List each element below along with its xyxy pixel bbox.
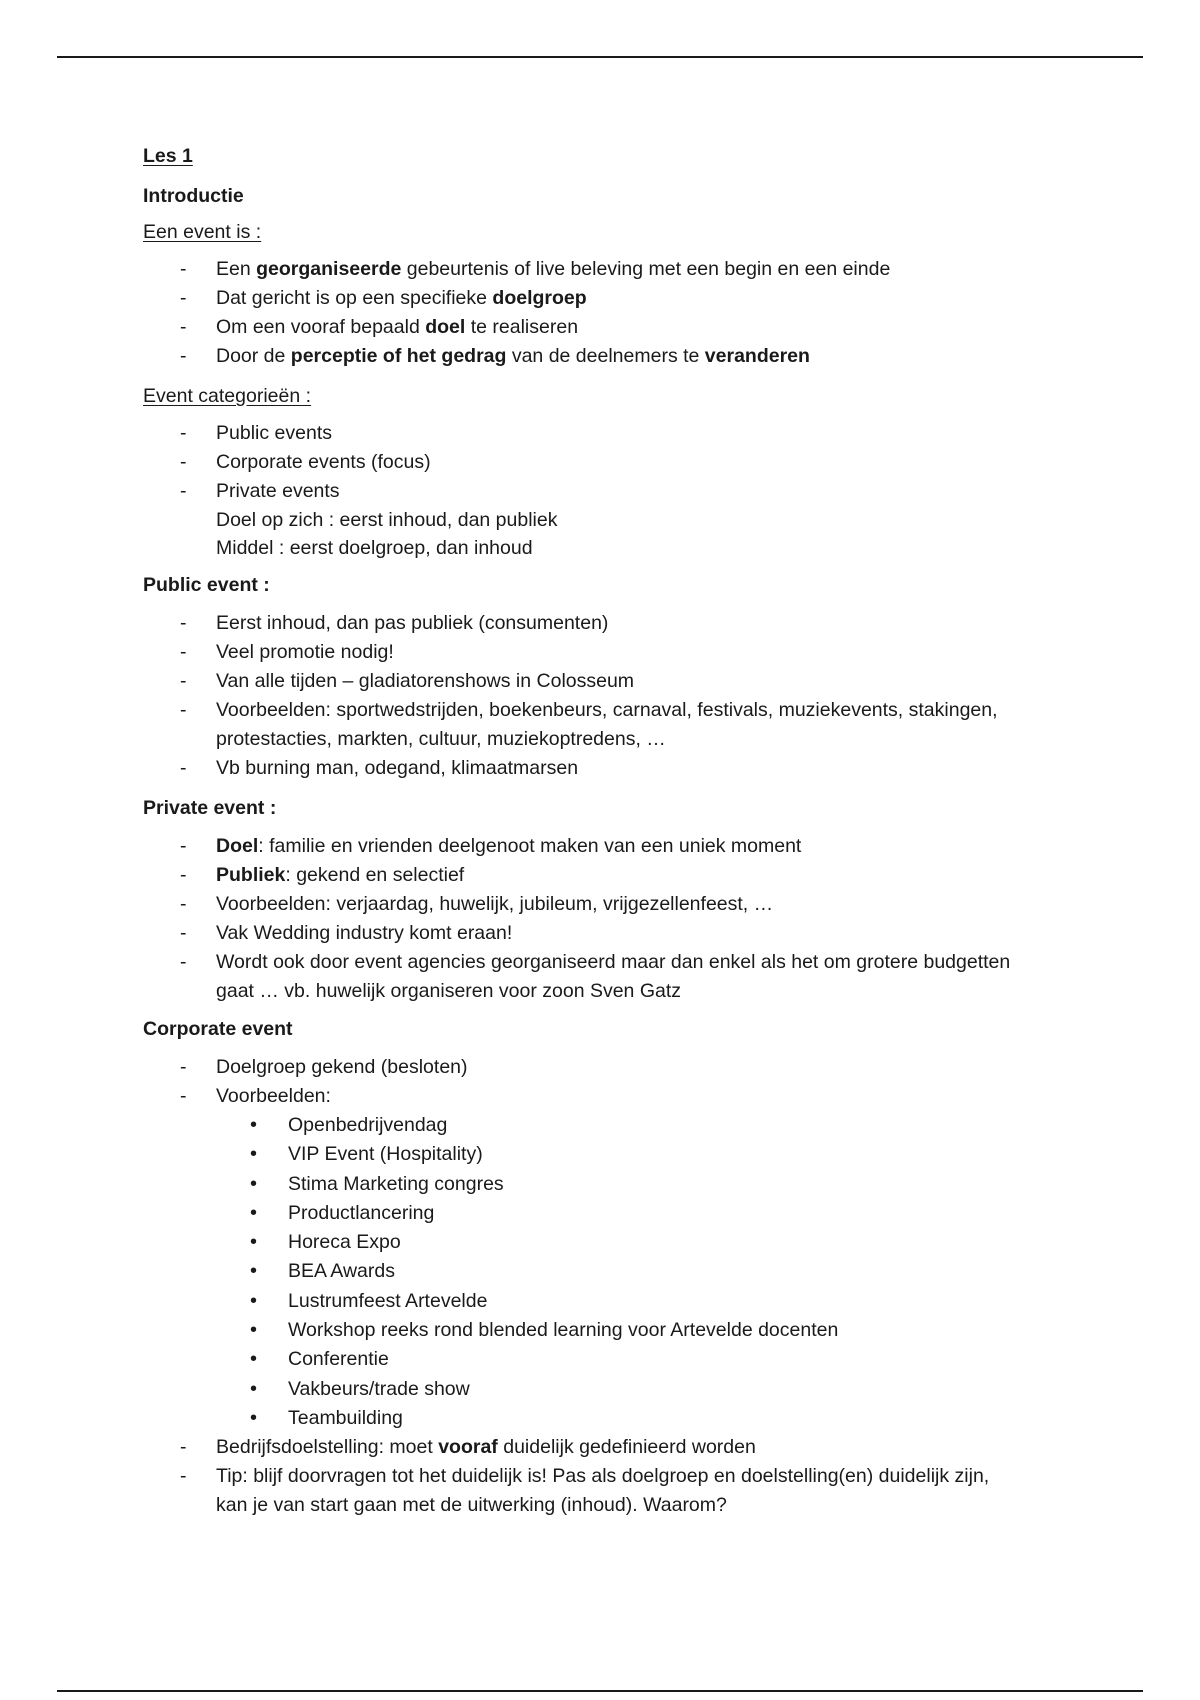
list-item: - Doelgroep gekend (besloten): [143, 1053, 1093, 1082]
bullet-item: • Workshop reeks rond blended learning voor Artevelde docenten: [143, 1316, 1093, 1345]
categories-note: Middel : eerst doelgroep, dan inhoud: [216, 537, 533, 559]
public-heading: Public event :: [143, 574, 270, 596]
document-page: [143, 143, 1093, 1520]
list-item: - Door de perceptie of het gedrag van de deelnemers te veranderen: [143, 342, 1093, 371]
list-item: - Publiek: gekend en selectief: [143, 861, 1093, 890]
list-item: - Vak Wedding industry komt eraan!: [143, 919, 1093, 948]
categories-note: Doel op zich : eerst inhoud, dan publiek: [216, 509, 558, 531]
bullet-item: • BEA Awards: [143, 1257, 1093, 1286]
bullet-item: • VIP Event (Hospitality): [143, 1140, 1093, 1169]
bullet-item: • Conferentie: [143, 1345, 1093, 1374]
list-item: - Voorbeelden: verjaardag, huwelijk, jubileum, vrijgezellenfeest, …: [143, 890, 1093, 919]
bullet-item: • Productlancering: [143, 1199, 1093, 1228]
list-item: - Public events: [143, 419, 1093, 448]
list-item: - Doel: familie en vrienden deelgenoot maken van een uniek moment: [143, 832, 1093, 861]
private-list: [143, 832, 1093, 1006]
bullet-item: • Lustrumfeest Artevelde: [143, 1287, 1093, 1316]
lesson-title: Les 1: [143, 145, 193, 167]
bullet-item: • Teambuilding: [143, 1404, 1093, 1433]
private-heading: Private event :: [143, 797, 277, 819]
list-item: - Private events: [143, 477, 1093, 506]
categories-list: [143, 419, 1093, 506]
list-item: - Bedrijfsdoelstelling: moet vooraf duidelijk gedefinieerd worden: [143, 1433, 1093, 1462]
list-item: - Vb burning man, odegand, klimaatmarsen: [143, 754, 1093, 783]
bullet-item: • Openbedrijvendag: [143, 1111, 1093, 1140]
corporate-heading: Corporate event: [143, 1018, 293, 1040]
bullet-item: • Vakbeurs/trade show: [143, 1375, 1093, 1404]
bottom-rule: [57, 1690, 1143, 1692]
list-item: - Om een vooraf bepaald doel te realiseren: [143, 313, 1093, 342]
list-item: - Voorbeelden: sportwedstrijden, boekenbeurs, carnaval, festivals, muziekevents, stakingen, protestacties, markten, cultuur, muziekoptredens, …: [143, 696, 1093, 754]
bullet-item: • Stima Marketing congres: [143, 1170, 1093, 1199]
list-item: - Corporate events (focus): [143, 448, 1093, 477]
list-item: - Van alle tijden – gladiatorenshows in Colosseum: [143, 667, 1093, 696]
intro-heading: Introductie: [143, 185, 244, 207]
list-item: - Voorbeelden:: [143, 1082, 1093, 1111]
top-rule: [57, 56, 1143, 58]
list-item: - Dat gericht is op een specifieke doelgroep: [143, 284, 1093, 313]
list-item: - Veel promotie nodig!: [143, 638, 1093, 667]
event-is-list: [143, 255, 1093, 371]
list-item: - Wordt ook door event agencies georganiseerd maar dan enkel als het om grotere budgetten gaat … vb. huwelijk organiseren voor zoon Sven Gatz: [143, 948, 1093, 1006]
event-is-heading: Een event is :: [143, 221, 262, 243]
categories-heading: Event categorieën :: [143, 385, 312, 407]
corporate-examples-list: [143, 1111, 1093, 1433]
list-item: - Tip: blijf doorvragen tot het duidelijk is! Pas als doelgroep en doelstelling(en) duidelijk zijn, kan je van start gaan met de uitwerking (inhoud). Waarom?: [143, 1462, 1093, 1520]
corporate-list: [143, 1053, 1093, 1111]
list-item: - Eerst inhoud, dan pas publiek (consumenten): [143, 609, 1093, 638]
list-item: - Een georganiseerde gebeurtenis of live beleving met een begin en een einde: [143, 255, 1093, 284]
corporate-list-continued: [143, 1433, 1093, 1520]
bullet-item: • Horeca Expo: [143, 1228, 1093, 1257]
public-list: [143, 609, 1093, 783]
